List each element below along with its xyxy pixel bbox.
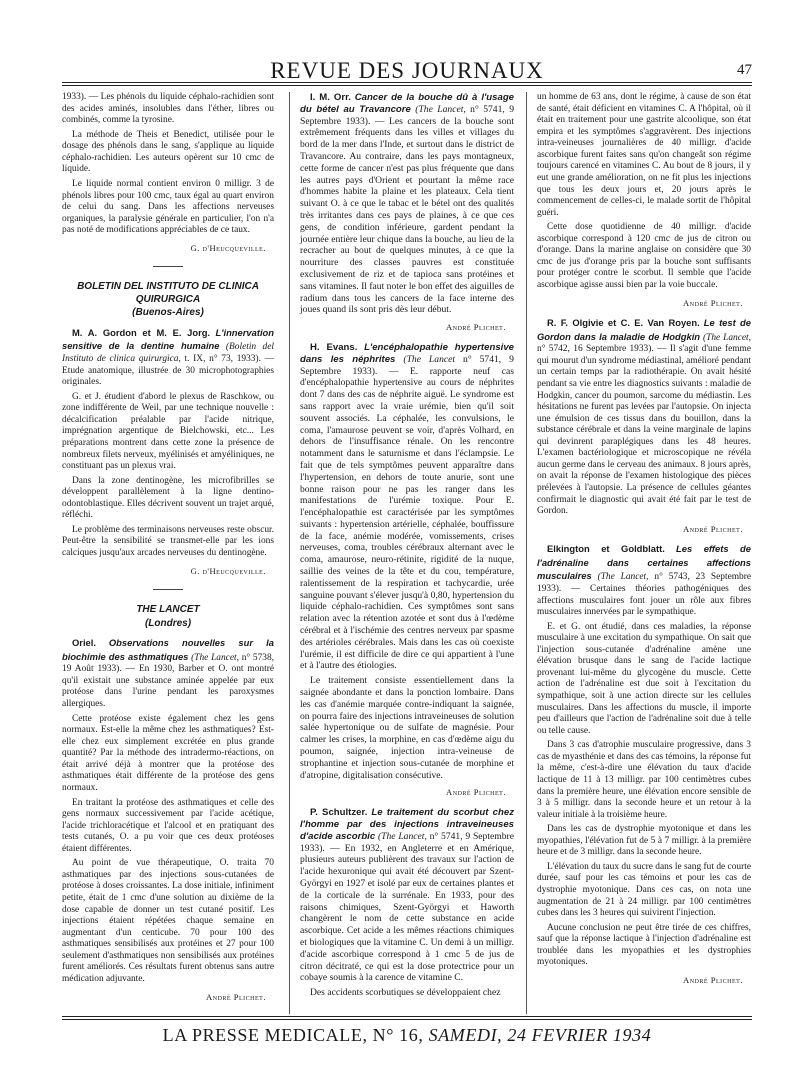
- article-title: Cancer de la bouche dû à l'usage du bétel au Travancore: [300, 92, 515, 115]
- article-text: n° 5738, 19 Août 1933). — En 1930, Barber et O. ont montré qu'il existait une substance aminée appelée par eux protéose dans l'urine pendant les paroxysmes allergiques.: [62, 652, 275, 709]
- article-lead: [62, 327, 274, 389]
- article-lead: [300, 807, 514, 984]
- column-divider: [289, 92, 290, 1014]
- article-title: Le traitement du scorbut chez l'homme par des injections intraveineuses d'acide ascorbic: [300, 807, 515, 842]
- paragraph: Cette dose quotidienne de 40 milligr. d'acide ascorbique correspond à 120 cmc de jus de citron ou d'orange. Dans la marine anglaise on considère que 30 cmc de jus d'orange pris par la bouche sont suffisants pour protéger contre le scorbut. Il semble que l'acide ascorbique agisse aussi bien par la voie buccale.: [537, 222, 751, 290]
- paragraph: Le problème des terminaisons nerveuses reste obscur. Peut-être la sensibilité se transmet-elle par les ions calciques jusqu'aux arcades nerveuses du dentinogène.: [62, 524, 274, 558]
- article-title: Les effets de l'adrénaline dans certaines affections musculaires: [537, 543, 751, 582]
- article-source: (The Lancet: [403, 353, 456, 365]
- article-authors: M. A. Gordon et M. E. Jorg.: [72, 326, 211, 338]
- paragraph: La méthode de Theis et Benedict, utilisée pour le dosage des phénols dans le sang, s'applique au liquide céphalo-rachidien. Les auteurs opèrent sur 10 cmc de liquide.: [62, 129, 274, 175]
- article-source: (The Lancet,: [703, 332, 752, 343]
- article-title: Le test de Gordon dans la maladie de Hodgkin: [537, 317, 752, 342]
- article-lead: [537, 543, 751, 618]
- signature: André Plichet.: [446, 787, 506, 798]
- article-source: (Boletin del Instituto de clinica quirurgica,: [62, 342, 274, 364]
- article-source: (The Lancet,: [191, 652, 239, 663]
- header-rule-thin: [62, 85, 752, 86]
- paragraph: 1933). — Les phénols du liquide céphalo-rachidien sont des acides aminés, insolubles dans l'éther, libres ou combinés, comme la tyrosine.: [62, 92, 274, 126]
- article-text: n° 5743, 23 Septembre 1933). — Certaines théories pathogéniques des affections musculaires font jouer un rôle aux fibres musculaires innervées par le sympathique.: [537, 572, 752, 618]
- paragraph: Dans les cas de dystrophie myotonique et dans les myopathies, l'élévation fut de 5 à 7 milligr. à la première heure et de 3 milligr. dans la seconde heure.: [537, 824, 751, 858]
- article-authors: P. Schultzer.: [310, 807, 368, 819]
- footer-rule: [62, 1016, 752, 1017]
- section-title: THE LANCET: [136, 604, 200, 616]
- article-text: n° 5741, 9 Septembre 1933). — Les cancers de la bouche sont extrêmement fréquents dans les villes et villages du bord de la mer dans l'Inde, et surtout dans le district de Travancore. Au contraire, dans les pays montagneux, cette forme de cancer n'est pas plus fréquente que dans les autres pays d'Orient et pourtant la même race d'hommes habite la plaine et les plateaux. Cela tient suivant O. à ce que le tabac et le bétel ont des qualités très irritantes dans ces pays de plaines, à ce que ces gens, de condition inférieure, gardent pendant la journée entière leur chique dans la bouche, au lieu de la recracher au bout de quelques minutes, à ce que la nourriture des classes pauvres est constituée exclusivement de riz et de tapioca sans protéines et sans vitamines. Il faut noter le bon effet des aiguilles de radium dans tous les cancers de la face interne des joues quand ils sont pris dès leur début.: [300, 103, 514, 316]
- header-rule: [62, 82, 752, 83]
- page-header: [62, 52, 752, 92]
- section-separator: [153, 266, 183, 267]
- section-subtitle: (Buenos-Aires): [132, 307, 204, 319]
- article-lead: [62, 637, 274, 710]
- paragraph: Dans la zone dentinogène, les microfibrilles se développent parallèlement à la ligne dentino-odontoblastique. Elles décrivent souvent un trajet arqué, réfléchi.: [62, 475, 274, 521]
- paragraph: Au point de vue thérapeutique, O. traita 70 asthmatiques par des injections sous-cutanées de protéose à doses croissantes. La dose initiale, infiniment petite, était de 1 cmc d'une solution au dixième de la dose capable de donner un test cutané positif. Les injections étaient répétées chaque semaine en augmentant d'un centicube. 70 pour 100 des asthmatiques sensibilisés aux protéines et 27 pour 100 seulement d'asthmatiques non sensibilisés aux protéines furent améliorés. Ces résultats furent obtenus sans autre médication adjuvante.: [62, 858, 274, 984]
- column-3: [537, 92, 751, 995]
- article-authors: Oriel.: [72, 637, 96, 649]
- paragraph: Des accidents scorbutiques se développaient chez: [310, 987, 501, 999]
- paragraph: L'élévation du taux du sucre dans le sang fut de courte durée, sauf pour les cas témoins et pour les cas de dystrophie myotonique. Dans ces cas, on nota une augmentation de 21 à 24 milligr. par 100 centimètres cubes dans les 3 heures qui suivirent l'injection.: [537, 861, 751, 919]
- column-2: [300, 92, 514, 1002]
- page-number: 47: [737, 62, 752, 78]
- article-authors: Elkington et Goldblatt.: [547, 543, 665, 555]
- column-divider: [526, 92, 527, 1014]
- article-lead: [300, 92, 514, 316]
- article-authors: H. Evans.: [310, 341, 358, 353]
- article-title: Observations nouvelles sur la biochimie des asthmatiques: [62, 637, 274, 662]
- paragraph: En traitant la protéose des asthmatiques et celle des gens normaux successivement par l'acide acétique, l'acide trichloracétique et l'alcool et en pratiquant des tests cutanés, O. a pu voir que ces deux protéoses étaient différentes.: [62, 797, 274, 854]
- article-lead: [300, 342, 514, 672]
- article-text: n° 5741, 9 Septembre 1933). — E. rapporte neuf cas d'encéphalopathie hypertensive au cours de néphrites dont 7 dans des cas de néphrite aiguë. Le syndrome est sans rapport avec la vraie urémie, bien qu'il soit souvent associés. La céphalée, les convulsions, le coma, l'amaurose peuvent se voir, d'après Volhard, en dehors de l'insuffisance rénale. On les rencontre notamment dans le saturnisme et dans l'éclampsie. Le fait que de tels symptômes peuvent apparaître dans l'hypertension, en dehors de toute anurie, sont une bonne raison pour ne pas les ranger dans les manifestations de l'urémie toxique. Pour E. l'encéphalopathie est caractérisée par les symptômes suivants : hypertension artérielle, céphalée, bouffissure de la face, anémie modérée, vomissements, crises nerveuses, coma, troubles cérébraux alternant avec le coma, amaurose, neuro-rétinite, rigidité de la nuque, saillie des veines de la tête et du cou, température, ralentissement de la respiration et tachycardie, urée sanguine pouvant s'élever jusqu'à 0,80, hypertension du liquide céphalo-rachidien. Ces symptômes sont sans relation avec la rétention azotée et sont dus à l'œdème cérébral et à l'ischémie des centres nerveux par spasme des artérioles cérébrales. Mais dans les cas où coexiste l'urémie, il est difficile de dire ce qui appartient à l'une et à l'autre des étiologies.: [300, 353, 514, 672]
- signature: G. d'Heucqueville.: [190, 242, 266, 253]
- page-footer: [62, 1025, 752, 1046]
- signature: André Plichet.: [206, 991, 266, 1002]
- signature: G. d'Heucqueville.: [190, 565, 266, 576]
- paragraph: G. et J. étudient d'abord le plexus de Raschkow, ou zone indifférente de Weil, par une technique nouvelle : décalcification préalable par l'acide nitrique, imprégnation argentique de Bielchowski, etc... Les préparations montrent dans cette zone la présence de nombreux filets nerveux, myélinisés et amyéliniques, ne constituant pas un plexus vrai.: [62, 391, 274, 472]
- article-text: n° 5742, 16 Septembre 1933). — Il s'agit d'une femme qui mourut d'un syndrome médiastinal, amélioré pendant un certain temps par la radiothérapie. On avait hésité pendant sa vie entre les diagnostics suivants : maladie de Hodgkin, cancer du poumon, sarcome du médiastin. Les hésitations ne furent pas levées par l'autopsie. On injecta une émulsion de ces tissus dans du bouillon, dans la substance cérébrale et dans la veine marginale de lapins qui devinrent paraplégiques dans les 48 heures. L'examen bactériologique et microscopique ne révéla aucun germe dans le cerveau des animaux. 8 jours après, on avait la réponse de l'examen histologique des pièces prélevées à l'autopsie. La présence de cellules géantes confirmait le diagnostic qui avait été fait par le test de Gordon.: [537, 344, 751, 517]
- signature: André Plichet.: [683, 297, 743, 308]
- signature: André Plichet.: [683, 974, 743, 985]
- section-title: BOLETIN DEL INSTITUTO DE CLINICA QUIRURGICA: [77, 281, 259, 305]
- paragraph: Cette protéose existe également chez les gens normaux. Est-elle la même chez les asthmatiques? Est-elle chez eux simplement excrétée en plus grande quantité? Par la méthode des intradermo-réactions, on était arrivé déjà à montrer que la protéose des asthmatiques était différente de la protéose des gens normaux.: [62, 713, 274, 793]
- footer-rule-thin: [62, 1019, 752, 1020]
- paragraph: un homme de 63 ans, dont le régime, à cause de son état de santé, était déficient en vitamines C. A l'hôpital, où il était en traitement pour une gastrite alcoolique, son état empira et les symptômes s'aggravèrent. Des injections intra-veineuses journalières de 40 milligr. d'acide ascorbique furent faites sans qu'on changeât son régime toujours carencé en vitamines C. Au bout de 8 jours, il y eut une grande amélioration, on ne fit plus les injections que tous les deux jours et, 20 jours après le commencement de celles-ci, le malade sortit de l'hôpital guéri.: [537, 92, 751, 218]
- article-source: (The Lancet,: [597, 572, 649, 583]
- article-authors: R. F. Olgivie et C. E. Van Royen.: [547, 317, 700, 329]
- footer-journal: LA PRESSE MEDICALE, N° 16,: [162, 1025, 424, 1045]
- article-text: t. IX, n° 73, 1933). — Etude anatomique, illustrée de 30 microphotographies originales.: [62, 354, 274, 388]
- paragraph: Dans 3 cas d'atrophie musculaire progressive, dans 3 cas de myasthénie et dans des cas témoins, la réponse fut la même, c'est-à-dire une élévation du taux d'acide lactique de 11 à 13 milligr. par 100 centimètres cubes dans la première heure, une élévation encore sensible de 3 à 5 milligr. dans la seconde heure et un retour à la valeur initiale à la troisième heure.: [537, 740, 751, 820]
- article-lead: [537, 317, 751, 518]
- article-title: L'encéphalopathie hypertensive dans les néphrites: [300, 341, 514, 365]
- article-source: (The Lancet,: [415, 103, 466, 115]
- article-authors: I. M. Orr.: [310, 92, 351, 103]
- paragraph: Le traitement consiste essentiellement dans la saignée abondante et dans la ponction lombaire. Dans les cas d'anémie marquée contre-indiquant la saignée, on pourra faire des injections intraveineuses de solution salée hypertonique ou de sulfate de magnésie. Pour calmer les crises, la morphine, en cas d'œdème aigu du poumon, saignée, injection intra-veineuse de strophantine et injection sous-cutanée de morphine et d'atropine, digitalisation consécutive.: [300, 675, 514, 781]
- signature: André Plichet.: [446, 322, 506, 333]
- column-1: [62, 92, 274, 1011]
- paragraph: Aucune conclusion ne peut être tirée de ces chiffres, sauf que la réponse lactique à l'injection d'adrénaline est troublée dans les myopathies et les dystrophies myotoniques.: [537, 922, 751, 968]
- page-title: REVUE DES JOURNAUX: [270, 58, 544, 83]
- article-title: L'innervation sensitive de la dentine humaine: [62, 326, 274, 352]
- footer-date: SAMEDI, 24 FEVRIER 1934: [428, 1025, 652, 1045]
- signature: André Plichet.: [683, 523, 743, 534]
- article-source: (The Lancet,: [377, 830, 427, 842]
- paragraph: Le liquide normal contient environ 0 milligr. 3 de phénols libres pour 100 cmc, taux égal au quart environ de celui du sang. Dans les affections nerveuses organiques, la paralysie générale en particulier, l'on n'a pas noté de modifications appréciables de ce taux.: [62, 178, 274, 236]
- section-subtitle: (Londres): [144, 617, 192, 629]
- paragraph: E. et G. ont étudié, dans ces maladies, la réponse musculaire à une excitation du sympathique. On sait que l'injection sous-cutanée d'adrénaline amène une élévation brusque dans le sang de l'acide lactique provenant lui-même du glycogène du muscle. Cette action de l'adrénaline est due soit à l'excitation du sympathique, soit à une action directe sur les cellules musculaires. Dans les affections du muscle, il importe peu d'ailleurs que l'action de l'adrénaline soit due à telle ou telle cause.: [537, 621, 751, 736]
- section-separator: [153, 589, 183, 590]
- article-text: n° 5741, 9 Septembre 1933). — En 1932, en Angleterre et en Amérique, plusieurs auteurs publièrent des travaux sur l'action de l'acide hexuronique qui avait été découvert par Szent-Györgyi en 1927 et isolé par eux de certaines plantes et de la corticale de la surrénale. En 1933, pour des raisons chimiques, Szent-Györgyi et Haworth changèrent le nom de cette substance en acide ascorbique. Cet acide a les mêmes réactions chimiques et biologiques que la vitamine C. Un demi à un milligr. d'acide ascorbique correspond à 1 cmc 5 de jus de citron décitraté, ce qui est la dose protectrice pour un cobaye soumis à la carence de vitamine C.: [300, 830, 514, 984]
